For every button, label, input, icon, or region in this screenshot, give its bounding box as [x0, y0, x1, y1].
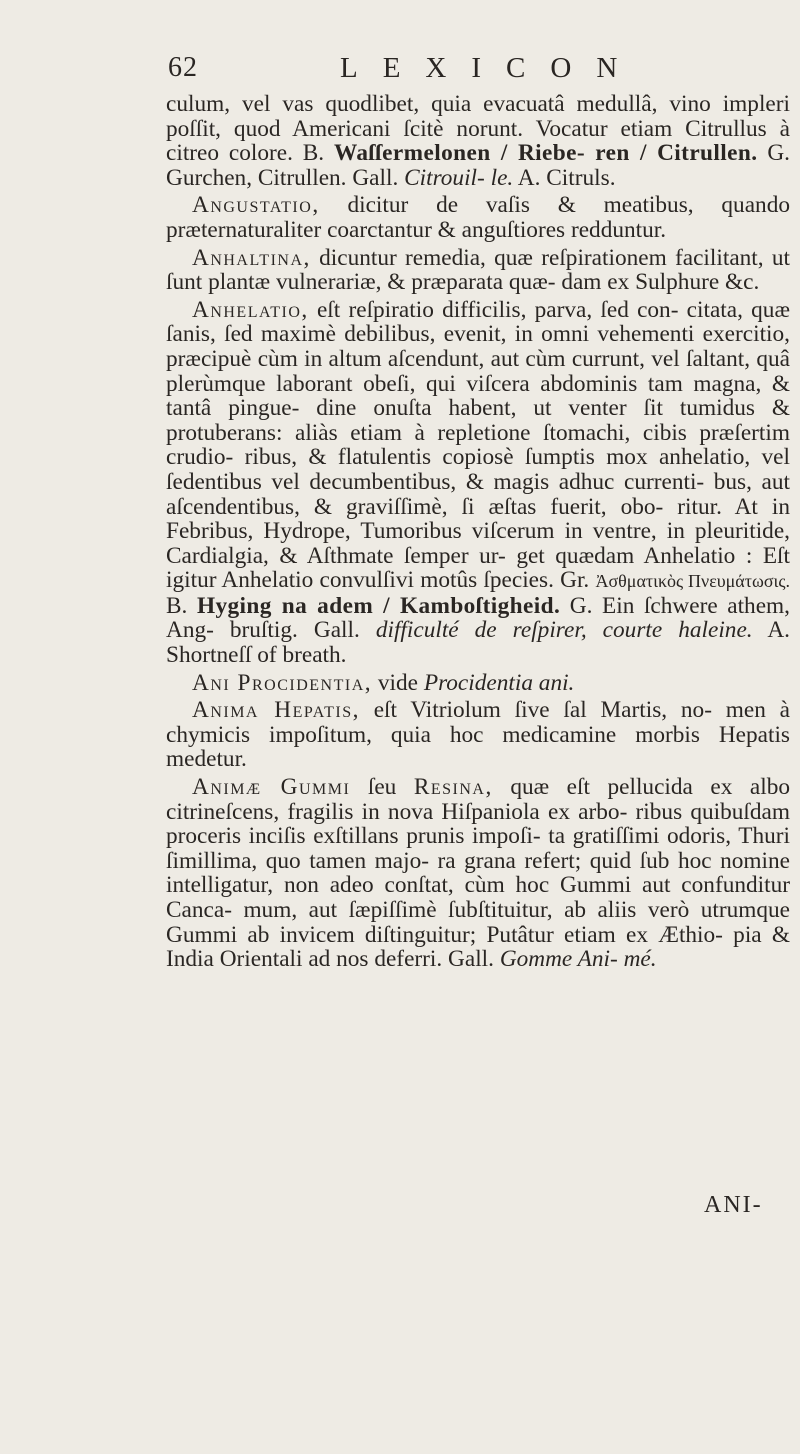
running-title: LEXICON	[340, 52, 643, 84]
entry-animae-gummi	[166, 775, 790, 972]
entry-body: dicitur de vaſis & meatibus, quando præternaturaliter coarctantur & anguſtiores redduntur.	[166, 192, 790, 243]
entry-headword: Angustatio,	[192, 192, 320, 219]
entry-body: dicuntur remedia, quæ reſpirationem facilitant, ut ſunt plantæ vulnerariæ, & præparata quæ- dam ex Sulphure &c.	[166, 244, 790, 296]
entry-continuation-citrullus	[166, 92, 790, 190]
entry-headword: Animæ Gummi	[192, 774, 351, 801]
entry-body: eſt reſpiratio difficilis, parva, ſed con- citata, quæ ſanis, ſed maximè debilibus, evenit, in omni vehementi exercitio, præcipuè cùm in altum aſcendunt, aut cùm currunt, vel ſaltant, quâ plerùmque laborant obeſi, qui viſcera abdominis tam magna, & tantâ pingue- dine onuſta habent, ut venter ſit tumidus & protuberans: aliàs etiam à repletione ſtomachi, cibis præſertim crudio- ribus, & flatulentis copiosè ſumptis mox anhelatio, vel ſedentibus vel decumbentibus, & magis adhuc currenti- bus, aut aſcendentibus, & graviſſimè, ſi æſtas fuerit, obo- ritur. At in Febribus, Hydrope, Tumoribus viſcerum in ventre, in pleuritide, Cardialgia, & Aſthmate ſemper ur- get quædam Anhelatio : Eſt igitur Anhelatio convulſivi motûs ſpecies. Gr.	[166, 296, 790, 594]
dutch-term: Hyging na adem / Kamboſtigheid.	[196, 592, 561, 619]
entry-anhelatio	[166, 298, 790, 668]
dutch-term: Waſſermelonen / Riebe- ren / Citrullen.	[333, 140, 758, 167]
entry-headword: Anhaltina,	[192, 244, 311, 271]
catchword: ANI-	[704, 1192, 763, 1218]
entry-headword: Anima Hepatis,	[192, 697, 360, 724]
entry-body: eſt Vitriolum ſive ſal Martis, no- men à chymicis impoſitum, quia hoc medicamine morbis Hepatis medetur.	[166, 697, 790, 773]
french-term: Citrouil- le.	[404, 164, 514, 191]
entry-angustatio	[166, 193, 790, 242]
entry-body: culum, vel vas quodlibet, quia evacuatâ medullâ, vino impleri poſſit, quod Americani ſcitè norunt. Vocatur etiam Citrullus à citreo colore. B.	[166, 91, 790, 167]
entry-headword: Resina,	[413, 774, 493, 801]
page-header	[160, 48, 790, 88]
page-number: 62	[168, 52, 198, 83]
entry-body: G. Gurchen, Citrullen. Gall.	[166, 140, 790, 191]
entry-body: A. Citruls.	[513, 164, 616, 191]
greek-term: Ἀσθματικὸς Πνευμάτωσις.	[595, 571, 790, 592]
french-term: difficulté de reſpirer, courte haleine.	[375, 617, 753, 644]
cross-reference: Procidentia ani.	[423, 669, 575, 696]
entry-body: vide	[372, 669, 424, 696]
entry-text	[166, 92, 790, 972]
entry-body: B.	[166, 592, 197, 619]
french-term: Gomme Ani- mé.	[499, 946, 657, 973]
entry-headword: Anhelatio,	[192, 296, 309, 323]
entry-body: quæ eſt pellucida ex albo citrineſcens, fragilis in nova Hiſpaniola ex arbo- ribus quibuſdam proceris inciſis exſtillans prunis impoſi- ta gratiſſimi odoris, Thuri ſimillima, quo tamen majo- ra grana refert; quid ſub hoc nomine intelligatur, non adeo conſtat, cùm hoc Gummi aut confunditur Canca- mum, aut ſæpiſſimè ſubſtituitur, ab aliis verò utrumque Gummi ab invicem diſtinguitur; Putâtur etiam ex Æthio- pia & India Orientali ad nos deferri. Gall.	[166, 774, 790, 973]
entry-body: G. Ein ſchwere athem, Ang- bruſtig. Gall.	[166, 592, 790, 644]
entry-headword: Ani Procidentia,	[192, 669, 373, 696]
entry-body: A. Shortneſſ of breath.	[166, 617, 791, 669]
entry-ani-procidentia	[166, 671, 790, 696]
entry-anhaltina	[166, 246, 790, 295]
entry-body: ſeu	[350, 774, 414, 801]
entry-anima-hepatis	[166, 698, 790, 772]
